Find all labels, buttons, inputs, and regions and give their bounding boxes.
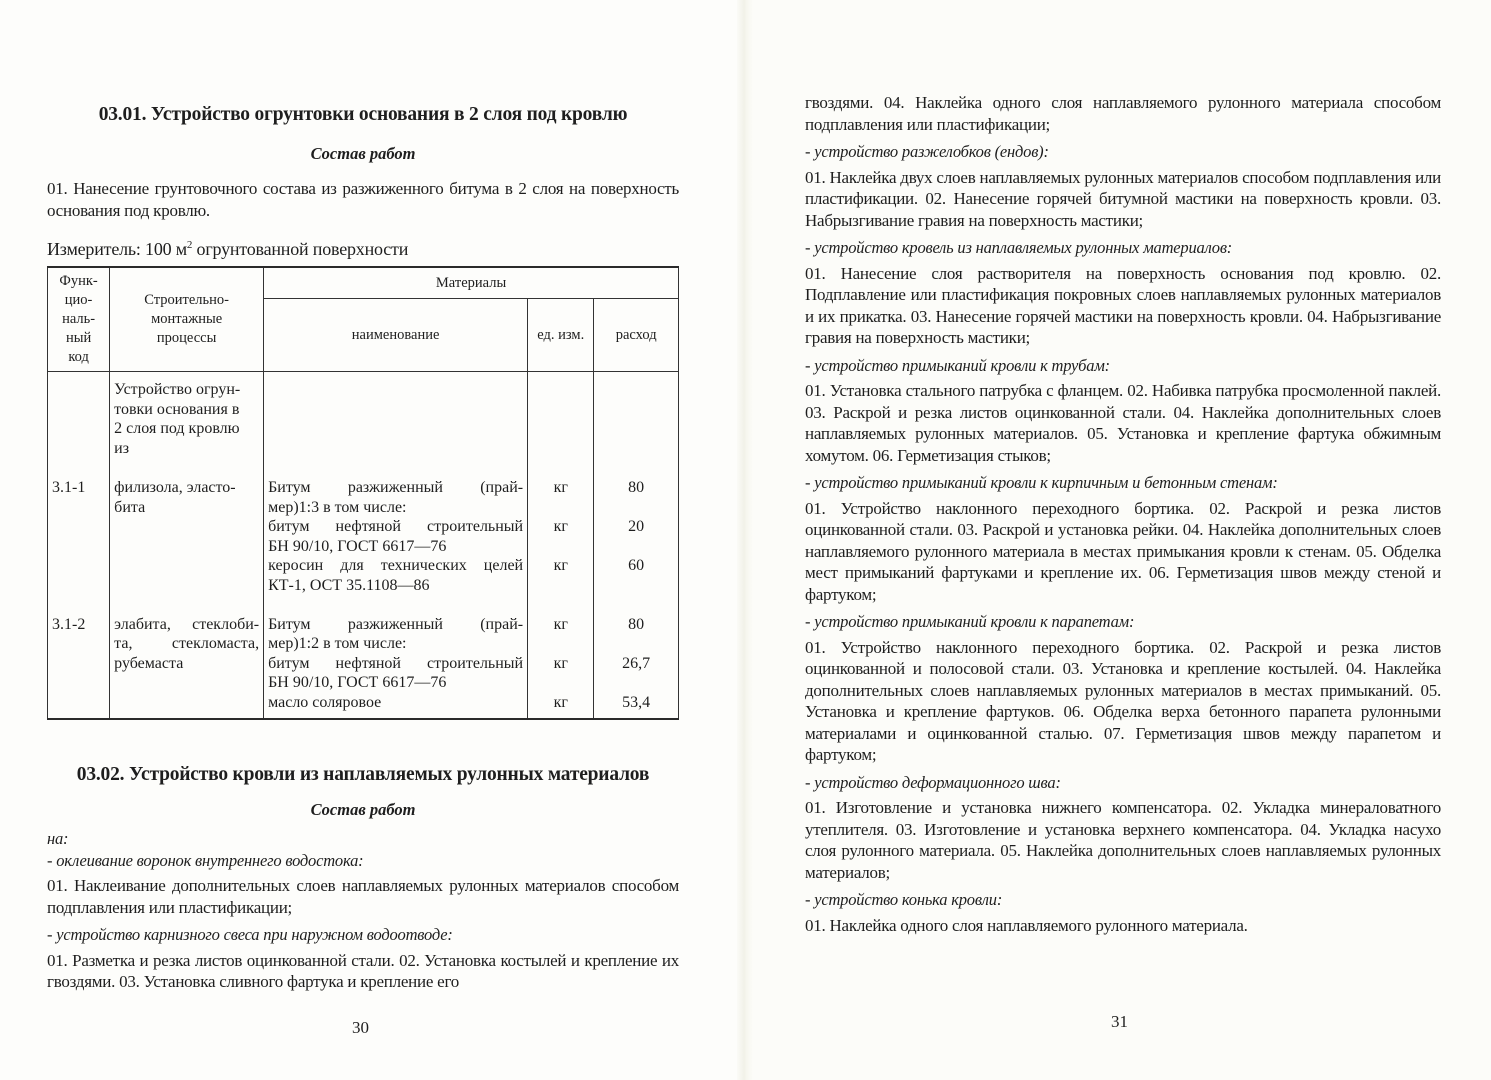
- process-line: филизола, эласто-: [114, 479, 236, 496]
- cell-name: [264, 478, 528, 615]
- unit-value: кг: [553, 693, 568, 711]
- work-item-heading: - оклеивание воронок внутреннего водостока:: [47, 850, 364, 870]
- spacer: [532, 673, 589, 693]
- table-row: [48, 615, 679, 720]
- work-item-text: 01. Разметка и резка листов оцинкованной стали. 02. Установка костылей и крепление их гвоздями. 03. Установка сливного фартука и крепление его: [47, 950, 679, 991]
- measure-unit: [47, 239, 679, 260]
- right-page-content: [805, 92, 1441, 936]
- process-line: элабита, стеклоби-: [114, 615, 260, 633]
- spacer: [532, 634, 589, 654]
- header-name: наименование: [264, 299, 528, 372]
- material-name: БН 90/10, ГОСТ 6617—76: [268, 537, 447, 555]
- cell-unit: [528, 372, 594, 479]
- book-gutter: [737, 0, 753, 1080]
- measure-prefix: Измеритель: 100 м: [47, 239, 187, 259]
- work-item-heading: - устройство деформационного шва:: [805, 772, 1061, 792]
- spacer: [598, 673, 674, 693]
- spacer: [598, 634, 674, 654]
- work-item-heading: - устройство разжелобков (ендов):: [805, 142, 1049, 161]
- cell-process: [110, 478, 264, 615]
- header-process-line: процессы: [156, 330, 217, 346]
- page-number-left: 30: [352, 1018, 369, 1037]
- work-item-text: 01. Наклейка одного слоя наплавляемого рулонного материала.: [805, 915, 1248, 935]
- material-name: БН 90/10, ГОСТ 6617—76: [268, 674, 447, 691]
- spacer: [532, 498, 589, 518]
- section-subtitle: Состав работ: [310, 144, 416, 163]
- row-spacer: [268, 595, 523, 615]
- measure-superscript: 2: [186, 239, 193, 251]
- process-line: из: [114, 439, 130, 457]
- consumption-value: 80: [628, 479, 645, 496]
- table-row-intro: [48, 372, 679, 479]
- work-item-heading: - устройство примыканий кровли к парапетам:: [805, 612, 1135, 631]
- consumption-value: 26,7: [622, 654, 651, 672]
- cell-process: [110, 372, 264, 479]
- work-item-heading: - устройство конька кровли:: [805, 890, 1003, 909]
- header-consumption: расход: [594, 299, 679, 372]
- work-item-text: 01. Наклеивание дополнительных слоев наплавляемых рулонных материалов способом подплавления или пластификации;: [47, 876, 679, 917]
- work-item-heading: - устройство карнизного свеса при наружном водоотводе:: [47, 925, 453, 944]
- cell-code: [48, 372, 110, 479]
- unit-value: кг: [553, 654, 568, 672]
- section-title-03-02: 03.02. Устройство кровли из наплавляемых рулонных материалов: [76, 764, 650, 785]
- unit-value: кг: [553, 518, 568, 535]
- work-item-heading: - устройство примыканий кровли к кирпичным и бетонным стенам:: [805, 473, 1278, 492]
- cell-value: [594, 615, 679, 720]
- material-name: мер)1:2 в том числе:: [268, 635, 407, 652]
- spacer: [598, 537, 674, 557]
- cell-value: [594, 372, 679, 479]
- consumption-value: 20: [628, 518, 645, 535]
- work-item-text: 01. Установка стального патрубка с фланцем. 02. Набивка патрубка просмоленной паклей. 03. Раскрой и резка листов оцинкованной стали. 04. Наклейка дополнительных слоев наплавляемых рулонных материалов. 05. Установка и крепление фартука обжимным хомутом. 06. Герметизация стыков;: [805, 381, 1441, 465]
- process-line: та, стекломаста,: [114, 635, 260, 652]
- header-code-line: код: [68, 349, 89, 365]
- table-row: [48, 478, 679, 615]
- unit-value: кг: [553, 479, 568, 496]
- cell-value: [594, 478, 679, 615]
- unit-value: кг: [553, 557, 568, 574]
- materials-table: [47, 266, 679, 720]
- page-number-right: 31: [1111, 1012, 1128, 1031]
- material-name: Битум разжиженный (прай-: [268, 615, 524, 633]
- section-subtitle: Состав работ: [310, 800, 416, 819]
- cell-code: 3.1-1: [48, 478, 110, 615]
- cell-name: [264, 372, 528, 479]
- work-item-text: 01. Наклейка двух слоев наплавляемых рулонных материалов способом подплавления или пластификации. 02. Нанесение горячей битумной мастики на поверхность кровли. 03. Набрызгивание гравия на поверхность мастики;: [805, 167, 1441, 230]
- material-name: мер)1:3 в том числе:: [268, 498, 407, 516]
- material-name: КТ-1, ОСТ 35.1108—86: [268, 576, 430, 594]
- continuation-text: гвоздями. 04. Наклейка одного слоя наплавляемого рулонного материала способом подплавления или пластификации;: [805, 93, 1441, 134]
- header-unit: ед. изм.: [528, 299, 594, 372]
- cell-process: [110, 615, 264, 720]
- material-name: керосин для технических целей: [268, 557, 524, 574]
- process-line: бита: [114, 498, 146, 516]
- process-line: рубемаста: [114, 654, 184, 672]
- header-process-line: Строительно-: [144, 292, 229, 308]
- spacer: [532, 537, 589, 557]
- work-item-text: 01. Устройство наклонного переходного бортика. 02. Раскрой и резка листов оцинкованной и полосовой стали. 03. Установка и крепление костылей. 04. Наклейка дополнительных слоев наплавляемых рулонных материалов в местах примыканий. 05. Установка и крепление фартуков. 06. Обделка верха бетонного парапета рулонными материалами и оцинкованной сталью. 07. Герметизация швов между парапетом и фартуком;: [805, 637, 1441, 764]
- work-item-heading: - устройство кровель из наплавляемых рулонных материалов:: [805, 238, 1233, 257]
- cell-unit: [528, 478, 594, 615]
- spacer: [598, 498, 674, 518]
- work-item-text: 01. Устройство наклонного переходного бортика. 02. Раскрой и резка листов оцинкованной стали. 03. Раскрой и установка рейки. 04. Наклейка дополнительных слоев наплавляемого рулонного материала в местах примыкания кровли к стенам. 05. Обделка мест примыканий фартуками и крепление их. 06. Герметизация швов между стеной и фартуком;: [805, 498, 1441, 604]
- header-code-line: ный: [65, 330, 92, 346]
- work-item-text: 01. Нанесение слоя растворителя на поверхность основания под кровлю. 02. Подплавление или пластификация покровных слоев наплавляемых рулонных материалов и их прикатка. 03. Нанесение горячей мастики на поверхность кровли. 04. Набрызгивание гравия на поверхность мастики;: [805, 263, 1441, 347]
- section-title-03-01: 03.01. Устройство огрунтовки основания в 2 слоя под кровлю: [98, 104, 628, 125]
- process-line: Устройство огрун-: [114, 381, 241, 398]
- unit-value: кг: [553, 615, 568, 633]
- process-line: товки основания в: [114, 400, 240, 418]
- cell-unit: [528, 615, 594, 720]
- work-description: 01. Нанесение грунтовочного состава из разжиженного битума в 2 слоя на поверхность основания под кровлю.: [47, 179, 679, 220]
- material-name: битум нефтяной строительный: [268, 518, 524, 535]
- material-name: Битум разжиженный (прай-: [268, 479, 524, 496]
- header-code-line: наль-: [62, 311, 96, 327]
- cell-name: [264, 615, 528, 720]
- header-process: [110, 267, 264, 372]
- left-page-content: [47, 100, 679, 993]
- consumption-value: 53,4: [622, 693, 651, 711]
- measure-suffix: огрунтованной поверхности: [192, 239, 409, 259]
- header-code: [48, 267, 110, 372]
- work-item-heading: - устройство примыканий кровли к трубам:: [805, 355, 1110, 375]
- material-name: битум нефтяной строительный: [268, 654, 524, 672]
- header-process-line: монтажные: [151, 311, 223, 327]
- material-name: масло соляровое: [268, 693, 382, 711]
- work-item-text: 01. Изготовление и установка нижнего компенсатора. 02. Укладка минераловатного утеплителя. 03. Изготовление и установка верхнего компенсатора. 04. Укладка насухо слоя рулонного материала. 05. Наклейка дополнительных слоев наплавляемых рулонных материалов;: [805, 798, 1441, 882]
- header-materials: Материалы: [264, 267, 679, 299]
- consumption-value: 80: [628, 615, 645, 633]
- header-code-line: цио-: [64, 292, 93, 308]
- consumption-value: 60: [628, 557, 645, 574]
- cell-code: 3.1-2: [48, 615, 110, 720]
- header-code-line: Функ-: [59, 273, 98, 289]
- process-line: 2 слоя под кровлю: [114, 420, 240, 437]
- list-intro: на:: [47, 829, 69, 848]
